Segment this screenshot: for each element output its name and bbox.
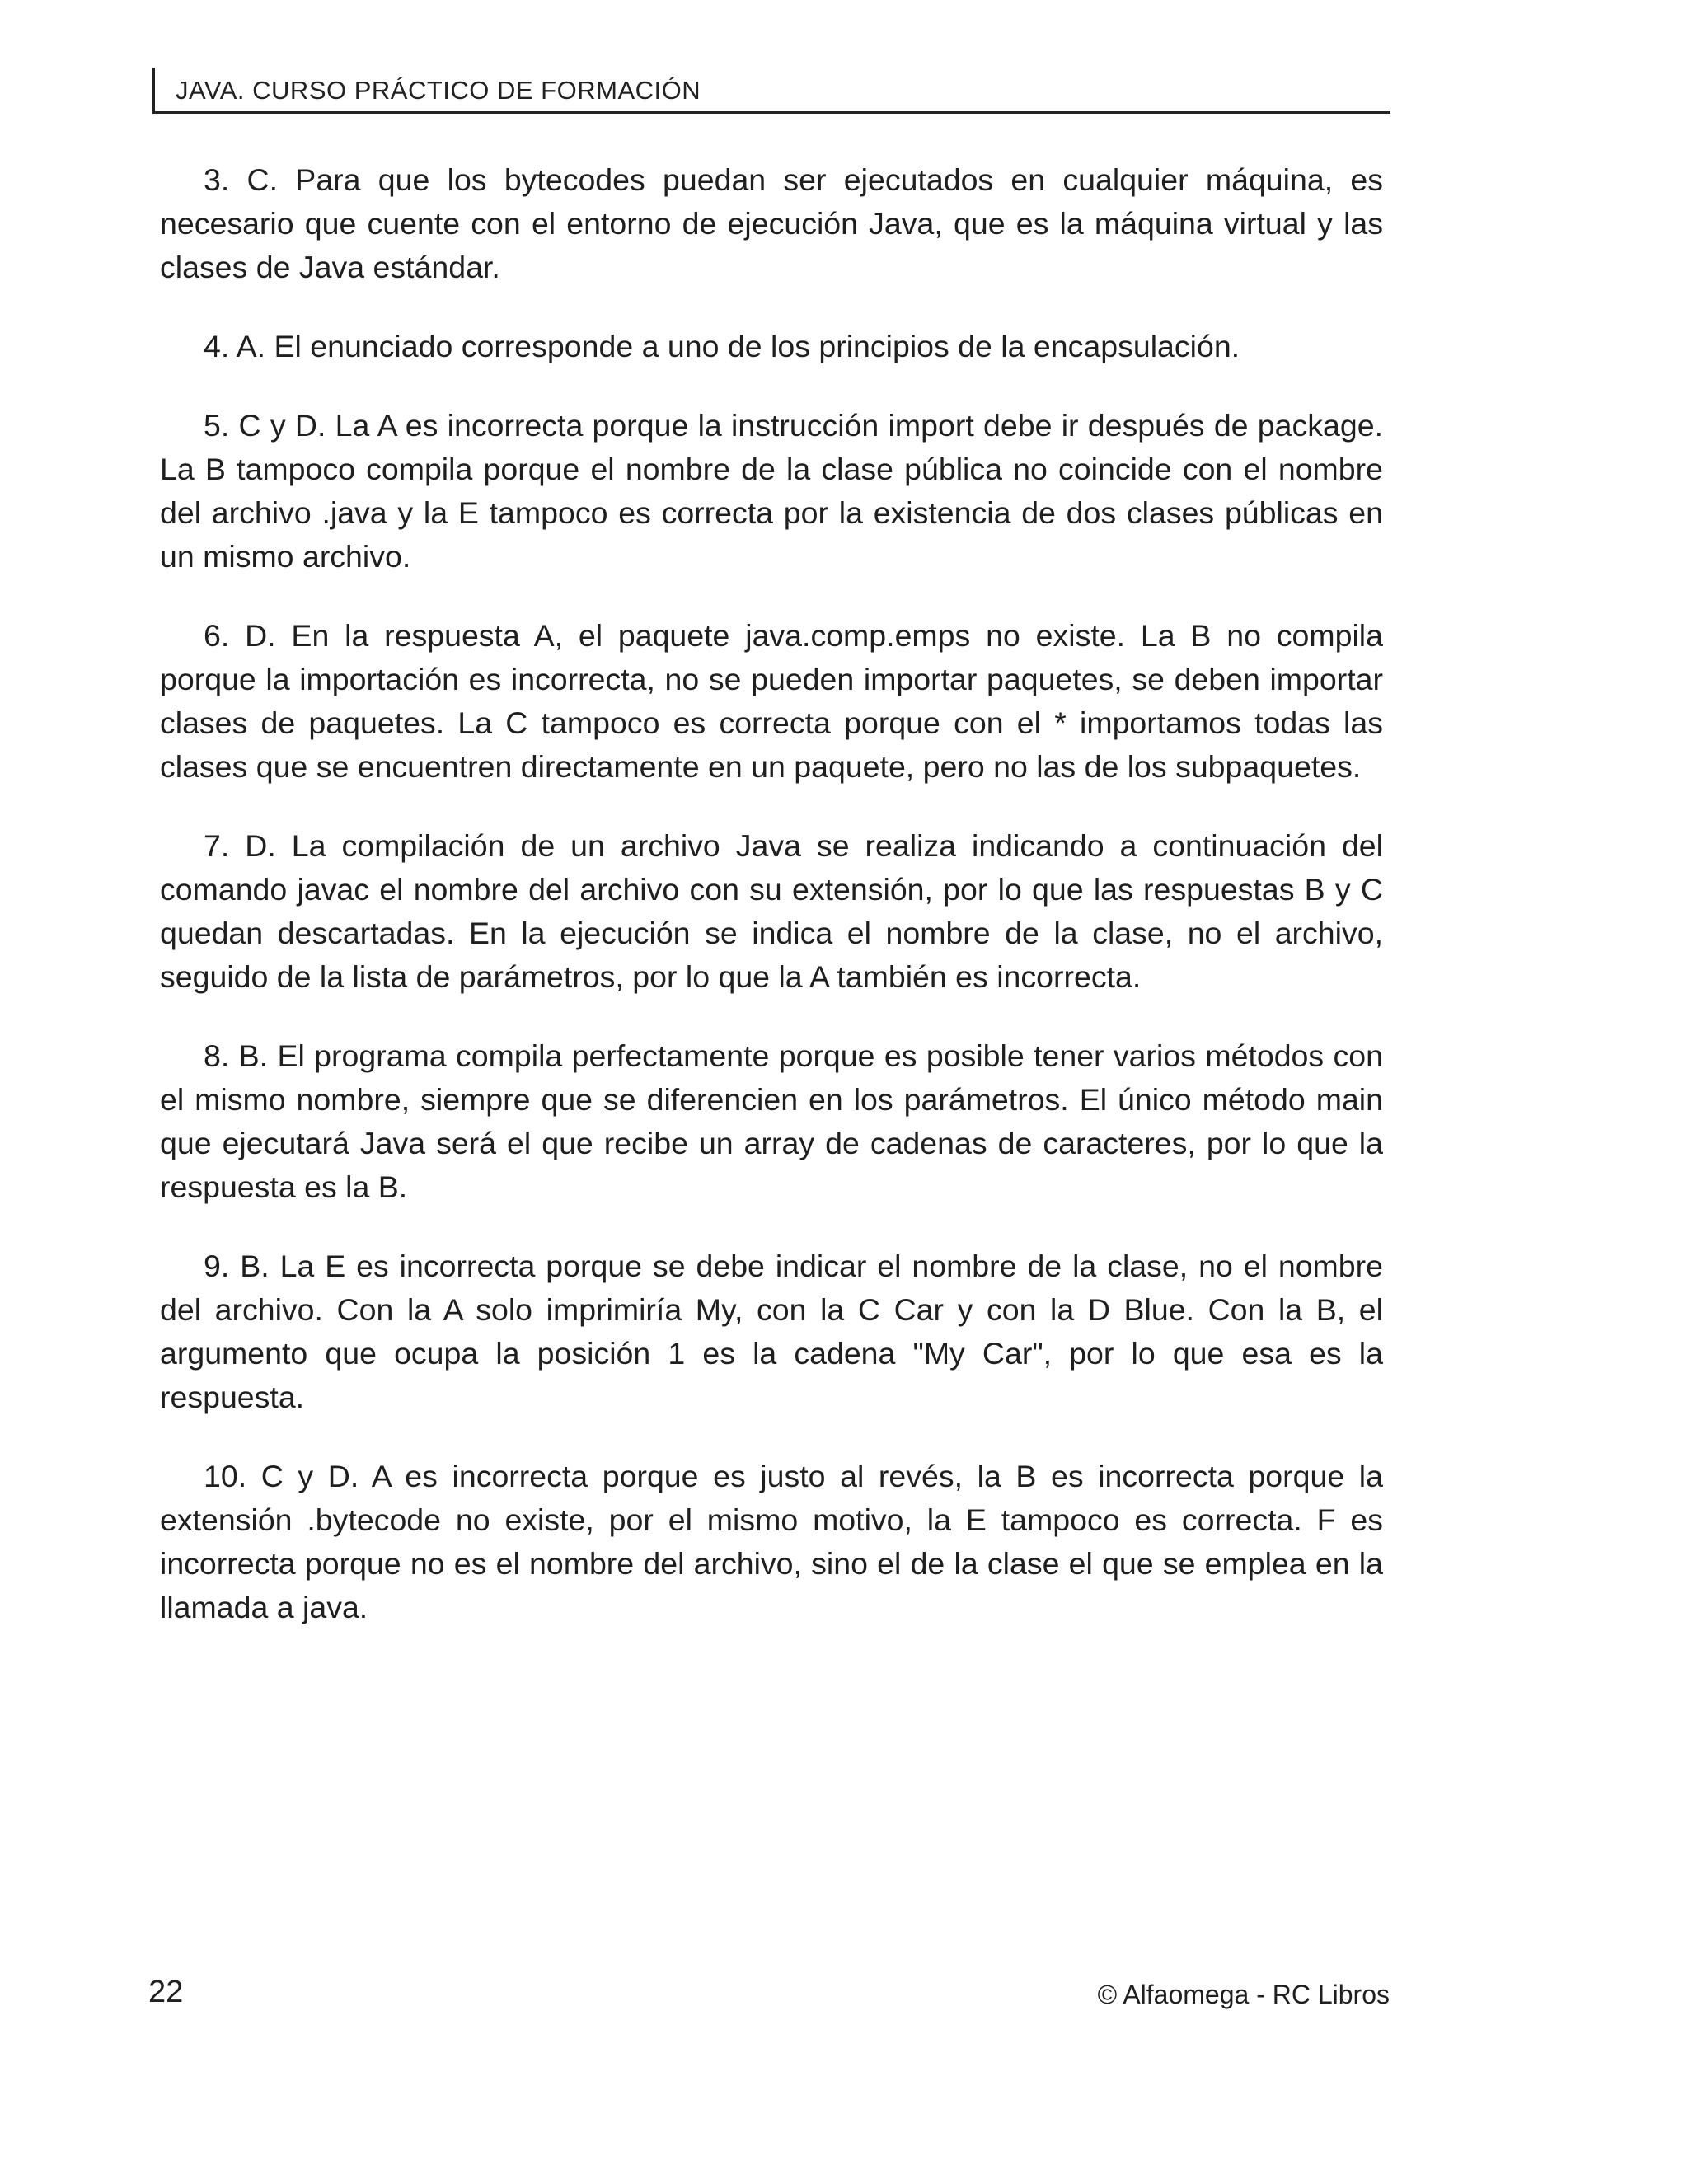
running-header — [152, 68, 1390, 114]
answers-body — [160, 158, 1383, 1665]
page-number: 22 — [148, 1975, 184, 2009]
answer-paragraph: 6. D. En la respuesta A, el paquete java.comp.emps no existe. La B no compila porque la importación es incorrecta, no se pueden importar paquetes, se deben importar clases de paquetes. La C tampoco es correcta porque con el * importamos todas las clases que se encuentren directamente en un paquete, pero no las de los subpaquetes. — [160, 618, 1383, 784]
header-title: JAVA. CURSO PRÁCTICO DE FORMACIÓN — [176, 76, 701, 105]
answer-paragraph: 3. C. Para que los bytecodes puedan ser ejecutados en cualquier máquina, es necesario que cuente con el entorno de ejecución Java, que es la máquina virtual y las clases de Java estándar. — [160, 162, 1383, 284]
answer-paragraph: 4. A. El enunciado corresponde a uno de los principios de la encapsulación. — [204, 329, 1240, 363]
answer-paragraph: 7. D. La compilación de un archivo Java se realiza indicando a continuación del comando javac el nombre del archivo con su extensión, por lo que las respuestas B y C quedan descartadas. En la ejecución se indica el nombre de la clase, no el archivo, seguido de la lista de parámetros, por lo que la A también es incorrecta. — [160, 828, 1383, 994]
answer-paragraph: 5. C y D. La A es incorrecta porque la instrucción import debe ir después de package. La B tampoco compila porque el nombre de la clase pública no coincide con el nombre del archivo .java y la E tampoco es correcta por la existencia de dos clases públicas en un mismo archivo. — [160, 408, 1383, 574]
answer-paragraph: 10. C y D. A es incorrecta porque es justo al revés, la B es incorrecta porque la extensión .bytecode no existe, por el mismo motivo, la E tampoco es correcta. F es incorrecta porque no es el nombre del archivo, sino el de la clase el que se emplea en la llamada a java. — [160, 1459, 1383, 1624]
answer-paragraph: 8. B. El programa compila perfectamente porque es posible tener varios métodos con el mismo nombre, siempre que se diferencien en los parámetros. El único método main que ejecutará Java será el que recibe un array de cadenas de caracteres, por lo que la respuesta es la B. — [160, 1038, 1383, 1204]
answer-paragraph: 9. B. La E es incorrecta porque se debe indicar el nombre de la clase, no el nombre del archivo. Con la A solo imprimiría My, con la C Car y con la D Blue. Con la B, el argumento que ocupa la posición 1 es la cadena "My Car", por lo que esa es la respuesta. — [160, 1249, 1383, 1414]
copyright-notice: © Alfaomega - RC Libros — [1097, 1980, 1390, 2009]
